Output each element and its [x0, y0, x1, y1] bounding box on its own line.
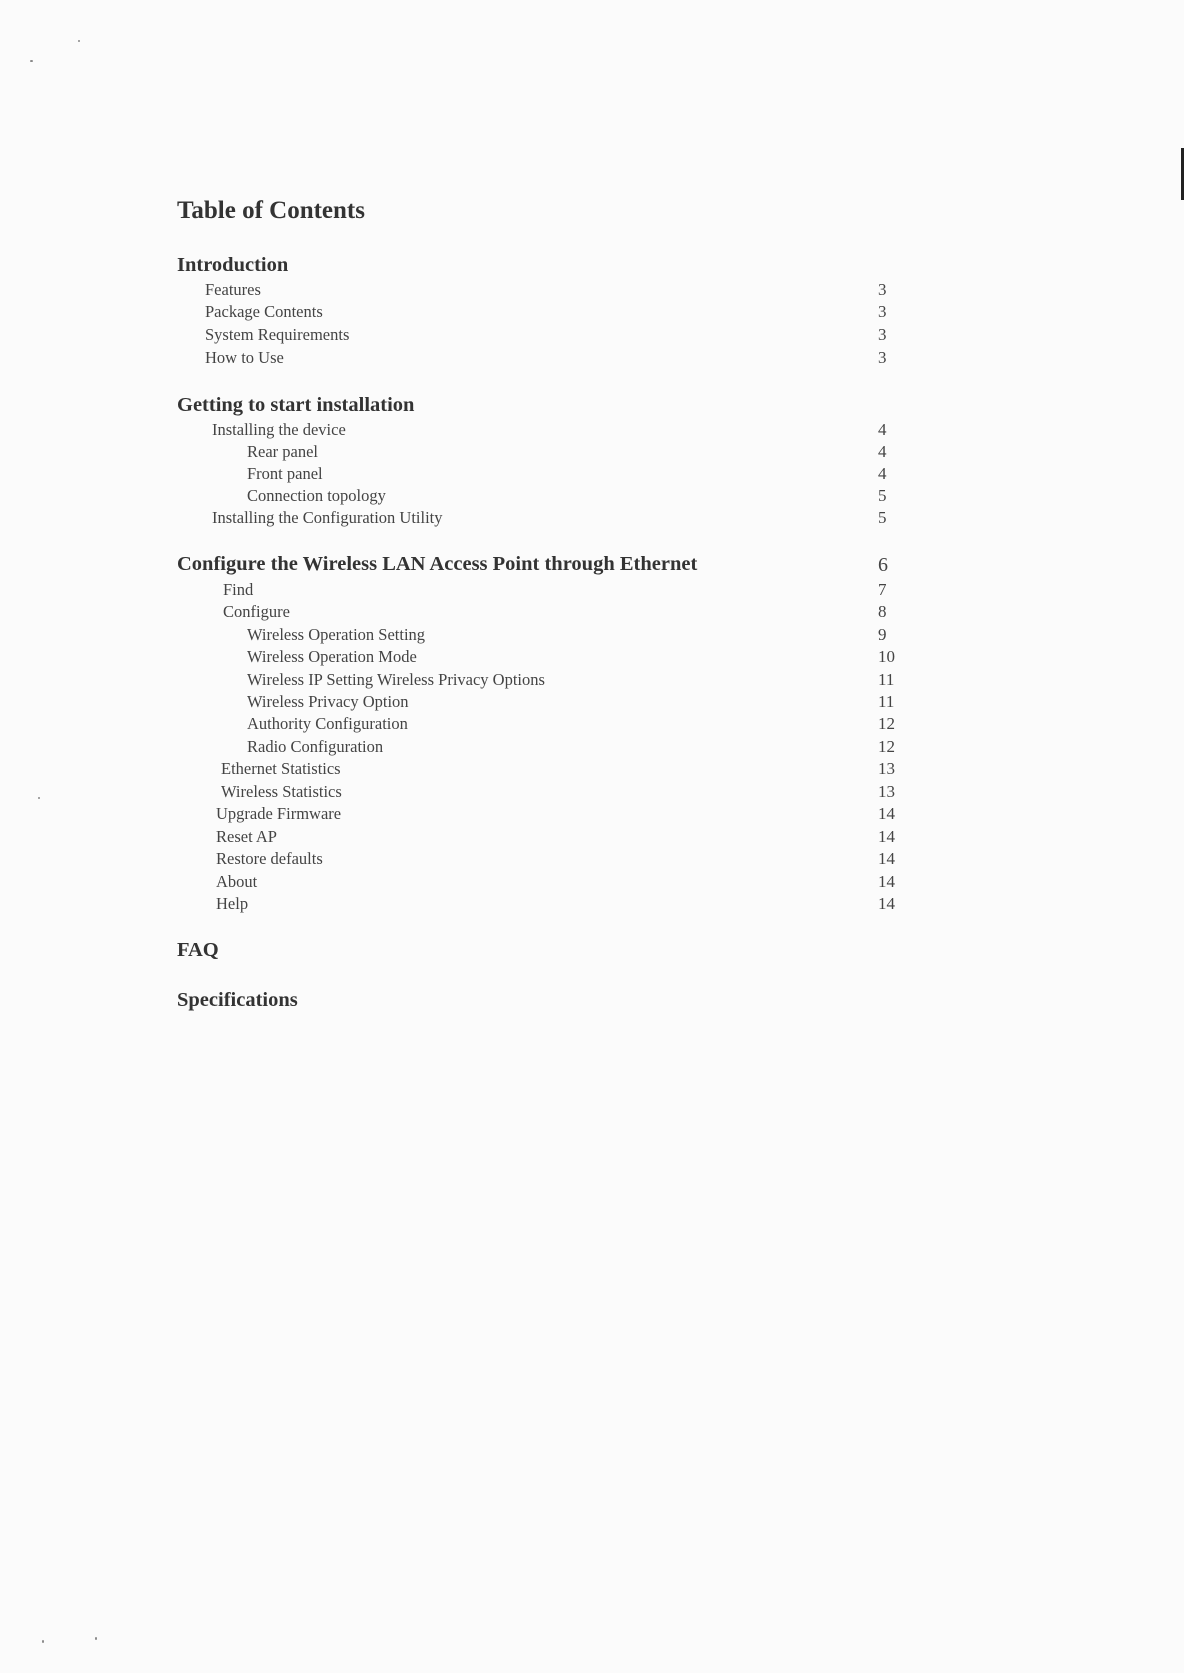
- toc-page-number: 9: [878, 625, 887, 644]
- toc-page-number: 14: [878, 849, 895, 868]
- section-heading-specifications[interactable]: Specifications: [177, 989, 298, 1011]
- section-heading-introduction[interactable]: Introduction: [177, 254, 289, 276]
- toc-entry-find[interactable]: Find: [223, 580, 254, 599]
- scan-speck: [42, 1640, 44, 1643]
- toc-entry-authority-configuration[interactable]: Authority Configuration: [247, 714, 408, 733]
- toc-page-number: 13: [878, 782, 895, 801]
- scan-speck: [95, 1637, 97, 1640]
- section-heading-faq[interactable]: FAQ: [177, 939, 219, 961]
- section-heading-configure-wlan[interactable]: Configure the Wireless LAN Access Point through Ethernet: [177, 553, 698, 575]
- toc-entry-about[interactable]: About: [216, 872, 258, 891]
- toc-page-number: 3: [878, 280, 887, 299]
- scan-speck: [30, 60, 33, 62]
- toc-entry-rear-panel[interactable]: Rear panel: [247, 442, 319, 461]
- toc-entry-wireless-operation-mode[interactable]: Wireless Operation Mode: [247, 647, 417, 666]
- section-heading-installation[interactable]: Getting to start installation: [177, 394, 415, 416]
- toc-page-number: 10: [878, 647, 895, 666]
- toc-entry-restore-defaults[interactable]: Restore defaults: [216, 849, 323, 868]
- toc-page-number: 12: [878, 737, 895, 756]
- toc-page-number: 3: [878, 348, 887, 367]
- toc-page-number: 4: [878, 442, 887, 461]
- scan-speck: [38, 797, 40, 799]
- toc-page-number: 5: [878, 508, 887, 527]
- toc-entry-system-requirements[interactable]: System Requirements: [205, 325, 350, 344]
- toc-entry-wireless-ip-setting[interactable]: Wireless IP Setting Wireless Privacy Options: [247, 670, 545, 689]
- toc-entry-installing-device[interactable]: Installing the device: [212, 420, 346, 439]
- toc-entry-help[interactable]: Help: [216, 894, 249, 913]
- toc-entry-wireless-operation-setting[interactable]: Wireless Operation Setting: [247, 625, 426, 644]
- scan-speck: [78, 40, 80, 42]
- toc-entry-features[interactable]: Features: [205, 280, 261, 299]
- toc-page-number: 12: [878, 714, 895, 733]
- toc-entry-installing-utility[interactable]: Installing the Configuration Utility: [212, 508, 443, 527]
- toc-entry-how-to-use[interactable]: How to Use: [205, 348, 284, 367]
- toc-title: Table of Contents: [177, 197, 365, 224]
- toc-entry-front-panel[interactable]: Front panel: [247, 464, 323, 483]
- toc-entry-configure[interactable]: Configure: [223, 602, 290, 621]
- toc-page-number: 8: [878, 602, 887, 621]
- toc-entry-reset-ap[interactable]: Reset AP: [216, 827, 277, 846]
- toc-entry-wireless-privacy-option[interactable]: Wireless Privacy Option: [247, 692, 409, 711]
- toc-page-number: 13: [878, 759, 895, 778]
- toc-entry-ethernet-statistics[interactable]: Ethernet Statistics: [221, 759, 341, 778]
- toc-page-number: 3: [878, 302, 887, 321]
- toc-page-number: 5: [878, 486, 887, 505]
- toc-page-number: 7: [878, 580, 887, 599]
- toc-page-number: 3: [878, 325, 887, 344]
- toc-entry-package-contents[interactable]: Package Contents: [205, 302, 323, 321]
- toc-page-number: 4: [878, 420, 887, 439]
- toc-entry-connection-topology[interactable]: Connection topology: [247, 486, 386, 505]
- toc-entry-upgrade-firmware[interactable]: Upgrade Firmware: [216, 804, 342, 823]
- toc-page-number: 6: [878, 554, 888, 576]
- toc-page-number: 14: [878, 894, 895, 913]
- toc-entry-radio-configuration[interactable]: Radio Configuration: [247, 737, 384, 756]
- toc-page-number: 11: [878, 692, 895, 711]
- toc-entry-wireless-statistics[interactable]: Wireless Statistics: [221, 782, 342, 801]
- toc-page-number: 14: [878, 827, 895, 846]
- toc-page-number: 4: [878, 464, 887, 483]
- toc-page-number: 14: [878, 804, 895, 823]
- toc-page-number: 11: [878, 670, 895, 689]
- toc-page-number: 14: [878, 872, 895, 891]
